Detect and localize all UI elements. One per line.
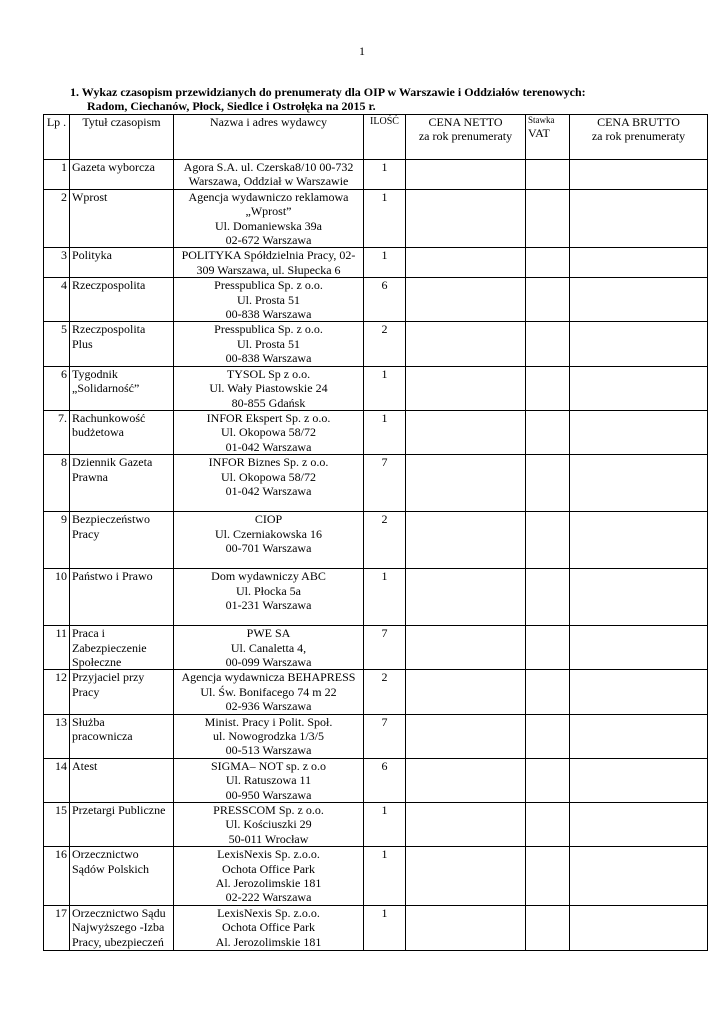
row-publisher-line: 00-838 Warszawa [225,307,312,322]
row-net-price-cell [406,714,526,758]
row-publisher-line: Ul. Canaletta 4, [230,640,307,655]
row-publisher [174,626,364,670]
row-net-price-cell [406,366,526,410]
row-title-line: Służba [72,714,105,729]
row-qty: 1 [364,366,406,410]
row-publisher [174,847,364,906]
row-lp: 17 [44,905,70,950]
row-gross-price-cell [570,189,708,248]
row-qty: 6 [364,278,406,322]
row-qty: 1 [364,160,406,190]
row-lp: 12 [44,670,70,714]
table-row [44,512,708,569]
row-publisher [174,248,364,278]
row-publisher-line: PRESSCOM Sp. z o.o. [213,803,324,817]
row-title [70,189,174,248]
row-gross-price-cell [570,512,708,569]
row-title-line: Praca i [72,626,105,641]
row-publisher-line: Agora S.A. ul. Czerska8/10 00-732 [183,160,354,174]
row-gross-price-cell [570,847,708,906]
row-publisher-line: Minist. Pracy i Polit. Społ. [204,714,333,729]
row-publisher-line: Ul. Czerniakowska 16 [215,526,322,541]
row-gross-price-cell [570,714,708,758]
row-publisher [174,455,364,512]
row-lp: 3 [44,248,70,278]
row-qty: 2 [364,322,406,366]
row-title [70,322,174,366]
row-vat-cell [526,160,570,190]
row-publisher-line: LexisNexis Sp. z.o.o. [217,905,320,920]
row-publisher-line: 02-672 Warszawa [225,233,312,248]
row-gross-price-cell [570,803,708,847]
header-gross-price [570,115,708,160]
row-qty: 1 [364,248,406,278]
row-publisher [174,410,364,454]
row-net-price-cell [406,189,526,248]
table-row [44,410,708,454]
row-gross-price-cell [570,905,708,950]
row-title-line: „Solidarność” [72,381,140,396]
header-vat-small: Stawka [528,115,555,125]
row-publisher-line: PWE SA [246,626,291,641]
row-publisher-line: Ul. Wały Piastowskie 24 [209,381,328,396]
row-title [70,847,174,906]
header-net-sub: za rok prenumeraty [418,129,513,144]
row-publisher-line: CIOP [254,512,283,527]
row-gross-price-cell [570,410,708,454]
row-vat-cell [526,670,570,714]
row-gross-price-cell [570,278,708,322]
header-vat [526,115,570,160]
row-publisher [174,512,364,569]
row-gross-price-cell [570,322,708,366]
row-lp: 1 [44,160,70,190]
row-publisher-line: 309 Warszawa, ul. Słupecka 6 [196,262,341,277]
row-net-price-cell [406,670,526,714]
table-row [44,847,708,906]
row-lp: 13 [44,714,70,758]
row-lp: 9 [44,512,70,569]
row-lp: 15 [44,803,70,847]
row-publisher-line: POLITYKA Spółdzielnia Pracy, 02- [181,248,356,263]
row-title-line: Przyjaciel przy [72,670,145,685]
row-qty: 1 [364,847,406,906]
table-row [44,322,708,366]
row-publisher [174,366,364,410]
row-lp: 6 [44,366,70,410]
table-row [44,248,708,278]
row-publisher-line: TYSOL Sp z o.o. [226,366,311,381]
row-publisher-line: Ul. Okopowa 58/72 [221,469,316,484]
row-title-line: Pracy [72,526,100,541]
row-qty: 6 [364,758,406,802]
row-publisher-line: Presspublica Sp. z o.o. [214,278,323,293]
row-publisher-line: 00-099 Warszawa [225,654,312,669]
table-row [44,670,708,714]
row-title-line: Najwyższego -Izba [72,920,165,935]
row-publisher-line: 00-950 Warszawa [225,787,312,802]
row-publisher [174,189,364,248]
row-vat-cell [526,366,570,410]
row-publisher-line: 01-042 Warszawa [225,483,312,498]
row-publisher [174,278,364,322]
row-publisher-line: Ul. Okopowa 58/72 [221,425,316,440]
row-net-price-cell [406,455,526,512]
row-vat-cell [526,847,570,906]
row-title-line: budżetowa [72,425,124,440]
row-publisher-line: SIGMA– NOT sp. z o.o [210,758,327,773]
row-title [70,278,174,322]
row-publisher-line: INFOR Ekspert Sp. z o.o. [206,410,331,425]
table-body [44,160,708,951]
heading-line-1: 1. Wykaz czasopism przewidzianych do prenumeraty dla OIP w Warszawie i Oddziałów terenowych: [70,85,586,99]
row-title-line: Plus [72,336,93,351]
row-publisher [174,714,364,758]
table-row [44,366,708,410]
header-vat-label: VAT [528,126,550,140]
row-lp: 10 [44,569,70,626]
row-qty: 1 [364,803,406,847]
row-gross-price-cell [570,758,708,802]
row-title-line: Polityka [72,248,113,263]
row-lp: 11 [44,626,70,670]
table-row [44,189,708,248]
row-publisher-line: Ochota Office Park [221,920,316,935]
row-vat-cell [526,322,570,366]
table-row [44,160,708,190]
row-publisher-line: Ul. Ratuszowa 11 [225,773,312,788]
row-qty: 1 [364,189,406,248]
row-publisher-line: Al. Jerozolimskie 181 [215,876,322,891]
row-title [70,410,174,454]
row-title-line: Zabezpieczenie [72,640,147,655]
table-row [44,905,708,950]
header-title: Tytuł czasopism [70,115,174,160]
row-net-price-cell [406,626,526,670]
row-title-line: Pracy [72,684,100,699]
row-lp: 8 [44,455,70,512]
row-qty: 1 [364,569,406,626]
header-net-price [406,115,526,160]
row-qty: 1 [364,905,406,950]
row-gross-price-cell [570,366,708,410]
row-publisher-line: Warszawa, Oddział w Warszawie [188,174,349,189]
row-lp: 16 [44,847,70,906]
row-vat-cell [526,278,570,322]
row-net-price-cell [406,160,526,190]
row-vat-cell [526,714,570,758]
row-gross-price-cell [570,670,708,714]
row-net-price-cell [406,248,526,278]
row-net-price-cell [406,322,526,366]
row-qty: 7 [364,626,406,670]
row-vat-cell [526,455,570,512]
row-vat-cell [526,758,570,802]
row-publisher-line: 01-042 Warszawa [225,439,312,454]
row-publisher [174,670,364,714]
row-publisher-line: LexisNexis Sp. z.o.o. [217,847,320,862]
row-lp: 7. [44,410,70,454]
row-title [70,714,174,758]
row-gross-price-cell [570,160,708,190]
row-lp: 4 [44,278,70,322]
row-vat-cell [526,569,570,626]
row-vat-cell [526,189,570,248]
table-row [44,569,708,626]
table-row [44,278,708,322]
row-net-price-cell [406,278,526,322]
row-title [70,569,174,626]
row-title-line: Pracy, ubezpieczeń [72,934,164,949]
row-lp: 5 [44,322,70,366]
row-publisher-line: Ochota Office Park [221,861,316,876]
row-publisher [174,569,364,626]
row-publisher-line: Al. Jerozolimskie 181 [215,934,322,949]
row-title-line: Rzeczpospolita [72,278,146,293]
row-title-line: Sądów Polskich [72,861,150,876]
row-publisher [174,160,364,190]
row-net-price-cell [406,905,526,950]
row-gross-price-cell [570,569,708,626]
row-publisher-line: Ul. Domaniewska 39a [215,218,322,233]
row-qty: 1 [364,410,406,454]
header-net-label: CENA NETTO [428,115,503,129]
row-title-line: Orzecznictwo Sądu [72,905,166,920]
row-publisher-line: „Wprost” [245,204,292,219]
header-publisher: Nazwa i adres wydawcy [174,115,364,160]
header-gross-sub: za rok prenumeraty [591,129,686,144]
row-title [70,455,174,512]
row-title-line: Prawna [72,469,108,484]
table-row [44,803,708,847]
row-publisher [174,758,364,802]
page-number: 1 [359,44,365,58]
row-publisher [174,803,364,847]
table-row [44,758,708,802]
row-publisher-line: 00-838 Warszawa [225,351,312,366]
row-title-line: pracownicza [72,728,133,743]
row-title-line: Społeczne [72,654,122,669]
header-lp: Lp . [44,115,70,160]
row-qty: 2 [364,670,406,714]
row-publisher-line: 02-222 Warszawa [225,890,312,905]
row-title-line: Atest [72,758,98,773]
row-publisher-line: 01-231 Warszawa [225,597,312,612]
row-gross-price-cell [570,248,708,278]
row-title [70,626,174,670]
row-title-line: Gazeta wyborcza [72,160,155,174]
row-publisher-line: Ul. Kościuszki 29 [225,817,312,832]
row-publisher-line: Ul. Płocka 5a [236,583,301,598]
row-title [70,758,174,802]
row-net-price-cell [406,410,526,454]
row-qty: 2 [364,512,406,569]
row-publisher-line: Agencja wydawniczo reklamowa [188,189,349,204]
row-publisher-line: INFOR Biznes Sp. z o.o. [208,455,329,470]
row-qty: 7 [364,455,406,512]
table-row [44,714,708,758]
row-title-line: Wprost [72,189,108,204]
row-publisher-line: 50-011 Wrocław [228,831,309,846]
row-publisher-line: Ul. Św. Bonifacego 74 m 22 [200,684,337,699]
row-publisher [174,905,364,950]
row-publisher-line: ul. Nowogrodzka 1/3/5 [213,728,324,743]
row-publisher-line: 02-936 Warszawa [225,699,312,714]
header-gross-label: CENA BRUTTO [597,115,680,129]
row-title-line: Państwo i Prawo [72,569,153,584]
row-publisher-line: 00-513 Warszawa [225,743,312,758]
row-publisher-line: Presspublica Sp. z o.o. [214,322,323,337]
row-gross-price-cell [570,626,708,670]
table-row [44,626,708,670]
table-row [44,455,708,512]
row-publisher-line: Agencja wydawnicza BEHAPRESS [181,670,356,685]
document-heading [70,85,690,113]
row-vat-cell [526,248,570,278]
row-publisher [174,322,364,366]
row-vat-cell [526,626,570,670]
row-lp: 14 [44,758,70,802]
row-title [70,905,174,950]
row-vat-cell [526,905,570,950]
row-title [70,160,174,190]
row-publisher-line: Ul. Prosta 51 [237,336,300,351]
row-title-line: Dziennik Gazeta [72,455,153,470]
row-title [70,670,174,714]
row-title-line: Tygodnik [72,366,118,381]
row-title-line: Przetargi Publiczne [72,803,166,817]
row-title [70,248,174,278]
row-publisher-line: 00-701 Warszawa [225,540,312,555]
header-qty: ILOŚĆ [364,115,406,160]
row-net-price-cell [406,758,526,802]
row-net-price-cell [406,847,526,906]
row-title [70,366,174,410]
row-net-price-cell [406,512,526,569]
row-publisher-line: Dom wydawniczy ABC [211,569,326,584]
row-title-line: Bezpieczeństwo [72,512,150,527]
row-qty: 7 [364,714,406,758]
row-title-line: Orzecznictwo [72,847,139,862]
row-vat-cell [526,410,570,454]
row-lp: 2 [44,189,70,248]
row-net-price-cell [406,803,526,847]
row-publisher-line: Ul. Prosta 51 [237,292,300,307]
row-net-price-cell [406,569,526,626]
table-header-row [44,115,708,160]
row-title-line: Rachunkowość [72,410,146,425]
row-title [70,512,174,569]
row-vat-cell [526,512,570,569]
row-vat-cell [526,803,570,847]
row-gross-price-cell [570,455,708,512]
row-title-line: Rzeczpospolita [72,322,146,337]
subscription-table [43,114,708,951]
heading-line-2: Radom, Ciechanów, Płock, Siedlce i Ostrołęka na 2015 r. [87,99,376,113]
row-publisher-line: 80-855 Gdańsk [231,395,306,410]
row-title [70,803,174,847]
